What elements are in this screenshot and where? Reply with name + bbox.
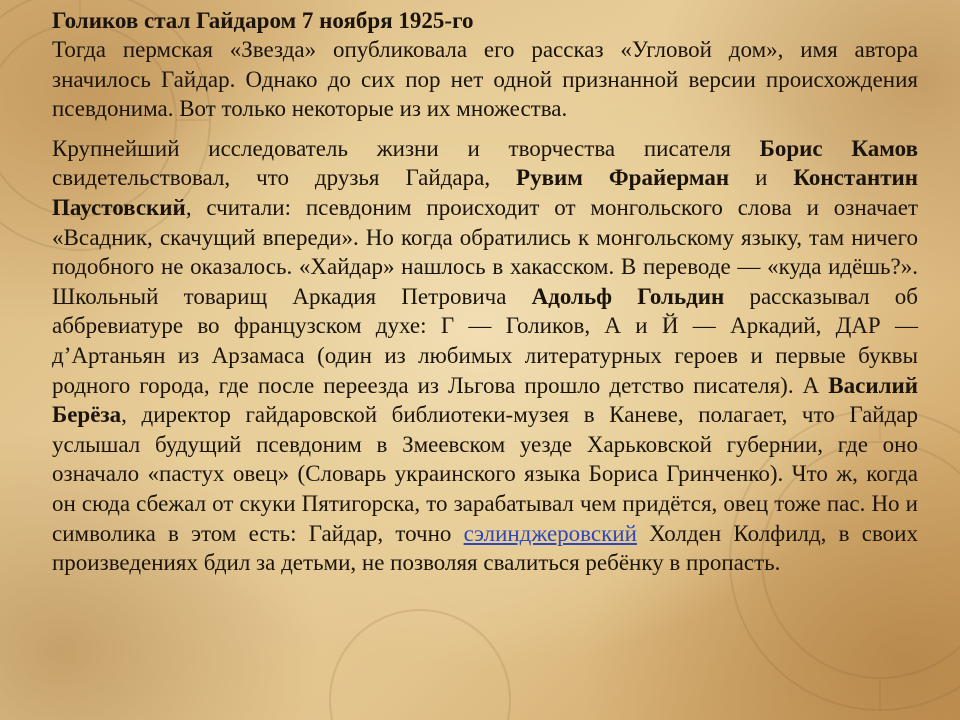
heading: Голиков стал Гайдаром 7 ноября 1925-го	[52, 8, 474, 33]
body-text-4: , считали: псевдоним происходит от монгольского слова и означает «Всадник, скачущий впереди». Но когда обратились к монгольскому языку, там ничего подобного не оказалось. «Хайдар» нашлось в хакасском. В переводе — «куда идёшь?». Школьный товарищ Аркадия Петровича	[52, 194, 918, 309]
name-boris-kamov: Борис Камов	[759, 135, 918, 161]
name-vasily-bereza: Василий Берёза	[52, 372, 918, 428]
name-adolf-goldin: Адольф Гольдин	[531, 283, 725, 309]
intro-paragraph: Тогда пермская «Звезда» опубликовала его рассказ «Угловой дом», имя автора значилось Гайдар. Однако до сих пор нет одной признанной версии происхождения псевдонима. Вот только некоторые из их множества.	[52, 37, 918, 122]
body-text-5: рассказывал об аббревиатуре во французском духе: Г — Голиков, А и Й — Аркадий, ДАР — д’Артаньян из Арзамаса (один из любимых литературных героев и первые буквы родного города, где после переезда из Льгова прошло детство писателя). А	[52, 283, 918, 398]
name-ruvim-fraerman: Рувим Фрайерман	[516, 165, 730, 191]
body-text-2: свидетельствовал, что друзья Гайдара,	[52, 165, 517, 191]
body-text-1: Крупнейший исследователь жизни и творчества писателя	[52, 135, 760, 161]
salinger-link[interactable]: сэлинджеровский	[463, 520, 637, 546]
body-text-7: Холден Колфилд, в своих произведениях бдил за детьми, не позволяя свалиться ребёнку в пропасть.	[52, 520, 918, 576]
body-text-6: , директор гайдаровской библиотеки-музея в Каневе, полагает, что Гайдар услышал будущий псевдоним в Змеевском уезде Харьковской губернии, где оно означало «пастух овец» (Словарь украинского языка Бориса Гринченко). Что ж, когда он сюда сбежал от скуки Пятигорска, то зарабатывал чем придётся, овец тоже пас. Но и символика в этом есть: Гайдар, точно	[52, 402, 918, 546]
article	[52, 6, 918, 578]
name-konstantin-paustovsky: Константин Паустовский	[52, 165, 919, 220]
body-text-3: и	[729, 165, 794, 191]
body-paragraph	[52, 134, 918, 578]
